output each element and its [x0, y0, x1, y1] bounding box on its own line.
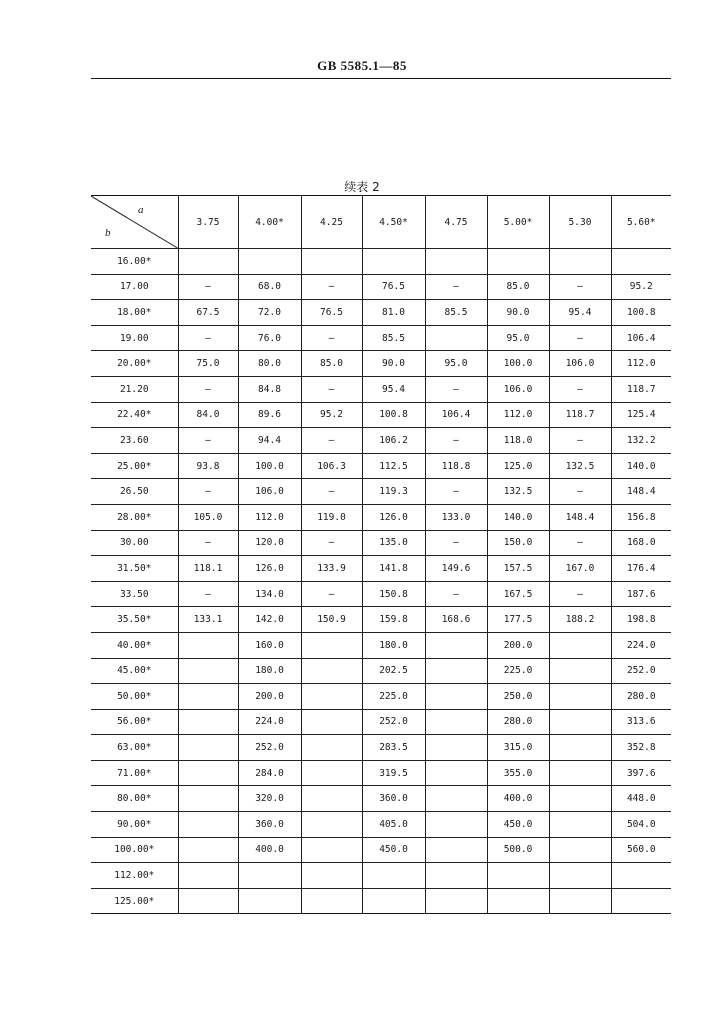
table-cell	[301, 658, 362, 684]
table-cell: 85.0	[301, 351, 362, 377]
table-cell: 119.3	[362, 479, 425, 505]
table-cell: 106.4	[425, 402, 487, 428]
column-header: 4.00*	[238, 196, 301, 249]
table-cell: 500.0	[487, 837, 549, 863]
table-cell: 112.5	[362, 453, 425, 479]
table-cell: —	[178, 274, 238, 300]
table-cell	[425, 658, 487, 684]
table-cell: 150.0	[487, 530, 549, 556]
table-cell: 100.8	[611, 300, 671, 326]
table-cell: 157.5	[487, 556, 549, 582]
table-cell: 504.0	[611, 812, 671, 838]
table-cell	[178, 632, 238, 658]
table-cell	[178, 760, 238, 786]
table-cell: 133.1	[178, 607, 238, 633]
table-cell	[301, 812, 362, 838]
row-label: 16.00*	[91, 249, 178, 275]
table-cell: 81.0	[362, 300, 425, 326]
table-cell: 118.1	[178, 556, 238, 582]
table-cell: —	[178, 530, 238, 556]
table-cell	[301, 632, 362, 658]
table-cell	[178, 658, 238, 684]
table-cell: 84.0	[178, 402, 238, 428]
table-cell: 148.4	[611, 479, 671, 505]
table-cell: 89.6	[238, 402, 301, 428]
table-cell: —	[178, 325, 238, 351]
table-cell	[425, 837, 487, 863]
table-cell: 100.0	[487, 351, 549, 377]
table-cell: —	[301, 428, 362, 454]
table-cell: 84.8	[238, 376, 301, 402]
table-cell: 560.0	[611, 837, 671, 863]
column-header: 5.00*	[487, 196, 549, 249]
table-cell	[549, 863, 611, 889]
table-cell: 95.4	[549, 300, 611, 326]
table-cell: 200.0	[238, 684, 301, 710]
table-cell: 313.6	[611, 709, 671, 735]
table-cell: 100.8	[362, 402, 425, 428]
table-cell: 95.0	[425, 351, 487, 377]
table-cell	[238, 863, 301, 889]
table-cell: 187.6	[611, 581, 671, 607]
table-cell	[487, 888, 549, 914]
table-cell	[425, 760, 487, 786]
table-cell	[611, 863, 671, 889]
row-label: 17.00	[91, 274, 178, 300]
row-label: 80.00*	[91, 786, 178, 812]
table-cell: 142.0	[238, 607, 301, 633]
table-cell: 252.0	[362, 709, 425, 735]
table-cell: 132.2	[611, 428, 671, 454]
table-cell: 100.0	[238, 453, 301, 479]
table-cell	[425, 735, 487, 761]
table-cell: 106.0	[487, 376, 549, 402]
table-cell: 93.8	[178, 453, 238, 479]
table-cell: —	[549, 479, 611, 505]
table-row	[91, 249, 671, 275]
table-cell	[549, 709, 611, 735]
table-cell: 180.0	[238, 658, 301, 684]
table-cell: 90.0	[487, 300, 549, 326]
header-row	[91, 196, 671, 249]
table-cell	[425, 863, 487, 889]
table-row	[91, 581, 671, 607]
table-cell: —	[178, 581, 238, 607]
table-cell: 76.5	[301, 300, 362, 326]
table-cell	[178, 863, 238, 889]
table-cell: 72.0	[238, 300, 301, 326]
row-label: 18.00*	[91, 300, 178, 326]
table-cell: 450.0	[362, 837, 425, 863]
table-cell: 224.0	[611, 632, 671, 658]
table-cell	[611, 249, 671, 275]
table-cell: 112.0	[238, 504, 301, 530]
table-cell: —	[301, 274, 362, 300]
row-label: 23.60	[91, 428, 178, 454]
table-cell	[301, 735, 362, 761]
table-cell	[301, 709, 362, 735]
table-cell	[301, 786, 362, 812]
table-cell	[301, 888, 362, 914]
table-cell	[238, 888, 301, 914]
table-cell: —	[425, 530, 487, 556]
table-row	[91, 786, 671, 812]
table-cell: 180.0	[362, 632, 425, 658]
row-label: 71.00*	[91, 760, 178, 786]
table-row	[91, 863, 671, 889]
table-cell: —	[549, 581, 611, 607]
table-cell: 118.8	[425, 453, 487, 479]
table-cell	[425, 249, 487, 275]
table-cell: 252.0	[238, 735, 301, 761]
table-cell: 118.7	[611, 376, 671, 402]
table-cell: 106.3	[301, 453, 362, 479]
table-cell: 85.5	[425, 300, 487, 326]
table-cell: 156.8	[611, 504, 671, 530]
table-cell	[549, 632, 611, 658]
table-cell	[425, 786, 487, 812]
table-cell: 135.0	[362, 530, 425, 556]
table-cell: 319.5	[362, 760, 425, 786]
table-cell	[425, 325, 487, 351]
table-cell	[549, 760, 611, 786]
table-cell: 85.5	[362, 325, 425, 351]
row-label: 22.40*	[91, 402, 178, 428]
table-cell	[301, 684, 362, 710]
table-cell: 150.8	[362, 581, 425, 607]
table-cell	[301, 837, 362, 863]
table-row	[91, 351, 671, 377]
table-cell	[549, 684, 611, 710]
table-cell: —	[549, 325, 611, 351]
table-cell	[549, 812, 611, 838]
table-cell: 198.8	[611, 607, 671, 633]
table-cell: 105.0	[178, 504, 238, 530]
column-header: 4.75	[425, 196, 487, 249]
row-label: 31.50*	[91, 556, 178, 582]
table-cell: 148.4	[549, 504, 611, 530]
table-cell: 176.4	[611, 556, 671, 582]
column-header: 5.60*	[611, 196, 671, 249]
row-label: 28.00*	[91, 504, 178, 530]
table-cell: —	[425, 581, 487, 607]
table-cell: —	[301, 376, 362, 402]
table-cell: 225.0	[362, 684, 425, 710]
table-cell: 168.0	[611, 530, 671, 556]
table-cell: 112.0	[611, 351, 671, 377]
table-cell: 397.6	[611, 760, 671, 786]
table-row	[91, 325, 671, 351]
row-label: 45.00*	[91, 658, 178, 684]
table-cell	[425, 709, 487, 735]
table-cell: 355.0	[487, 760, 549, 786]
table-cell: —	[301, 581, 362, 607]
table-cell: 160.0	[238, 632, 301, 658]
table-cell: 140.0	[611, 453, 671, 479]
table-row	[91, 300, 671, 326]
table-cell: —	[549, 530, 611, 556]
table-row	[91, 556, 671, 582]
table-cell	[362, 888, 425, 914]
row-label: 35.50*	[91, 607, 178, 633]
table-cell: —	[178, 428, 238, 454]
table-cell: 167.5	[487, 581, 549, 607]
table-cell: —	[301, 479, 362, 505]
table-row	[91, 888, 671, 914]
diagonal-line	[91, 196, 178, 248]
table-cell: 200.0	[487, 632, 549, 658]
table-cell: —	[301, 530, 362, 556]
table-cell: 75.0	[178, 351, 238, 377]
table-cell	[549, 249, 611, 275]
table-row	[91, 658, 671, 684]
row-label: 30.00	[91, 530, 178, 556]
table-cell	[549, 658, 611, 684]
table-cell: 119.0	[301, 504, 362, 530]
table-cell: 177.5	[487, 607, 549, 633]
table-cell	[362, 249, 425, 275]
row-label: 19.00	[91, 325, 178, 351]
table-cell	[611, 888, 671, 914]
table-cell: 405.0	[362, 812, 425, 838]
table-cell	[178, 684, 238, 710]
table-cell: 400.0	[238, 837, 301, 863]
table-row	[91, 376, 671, 402]
header-rule	[91, 78, 671, 79]
table-cell	[178, 786, 238, 812]
table-cell	[178, 812, 238, 838]
table-cell	[549, 837, 611, 863]
table-row	[91, 709, 671, 735]
table-cell: 149.6	[425, 556, 487, 582]
table-cell: 126.0	[238, 556, 301, 582]
table-body	[91, 249, 671, 914]
table-cell: 120.0	[238, 530, 301, 556]
table-cell	[549, 735, 611, 761]
table-cell: 76.0	[238, 325, 301, 351]
column-header: 4.50*	[362, 196, 425, 249]
table-cell: 67.5	[178, 300, 238, 326]
row-label: 26.50	[91, 479, 178, 505]
table-cell: 252.0	[611, 658, 671, 684]
table-cell: 133.9	[301, 556, 362, 582]
table-cell	[549, 888, 611, 914]
table-cell	[178, 709, 238, 735]
table-cell: 360.0	[362, 786, 425, 812]
row-label: 100.00*	[91, 837, 178, 863]
table-cell	[301, 249, 362, 275]
row-label: 63.00*	[91, 735, 178, 761]
table-cell: 284.0	[238, 760, 301, 786]
table-cell: 125.0	[487, 453, 549, 479]
table-cell: 202.5	[362, 658, 425, 684]
table-cell	[487, 249, 549, 275]
table-cell	[178, 735, 238, 761]
table-cell	[178, 249, 238, 275]
table-cell	[178, 837, 238, 863]
table-cell: 320.0	[238, 786, 301, 812]
table-cell	[362, 863, 425, 889]
table-cell: 224.0	[238, 709, 301, 735]
table-cell: 90.0	[362, 351, 425, 377]
table-row	[91, 428, 671, 454]
table-cell: 68.0	[238, 274, 301, 300]
column-header: 3.75	[178, 196, 238, 249]
table-cell: —	[178, 479, 238, 505]
table-cell: 106.0	[549, 351, 611, 377]
table-row	[91, 453, 671, 479]
row-label: 50.00*	[91, 684, 178, 710]
table-cell: 448.0	[611, 786, 671, 812]
table-cell: 225.0	[487, 658, 549, 684]
table-cell: 400.0	[487, 786, 549, 812]
table-cell: 76.5	[362, 274, 425, 300]
table-cell: 118.7	[549, 402, 611, 428]
table-cell: —	[178, 376, 238, 402]
data-table	[91, 195, 671, 914]
table-row	[91, 402, 671, 428]
table-row	[91, 632, 671, 658]
table-cell: 188.2	[549, 607, 611, 633]
table-cell: 360.0	[238, 812, 301, 838]
table-row	[91, 684, 671, 710]
table-cell: 95.2	[611, 274, 671, 300]
table-cell	[238, 249, 301, 275]
table-cell: 132.5	[487, 479, 549, 505]
page-header-title: GB 5585.1—85	[317, 58, 407, 73]
table-cell: —	[425, 428, 487, 454]
row-label: 20.00*	[91, 351, 178, 377]
row-label: 40.00*	[91, 632, 178, 658]
table-cell: —	[301, 325, 362, 351]
table-cell: 280.0	[611, 684, 671, 710]
table-cell	[178, 888, 238, 914]
table-cell	[549, 786, 611, 812]
table-cell: 106.2	[362, 428, 425, 454]
table-cell	[487, 863, 549, 889]
table-cell	[425, 632, 487, 658]
table-cell: 250.0	[487, 684, 549, 710]
table-cell: 159.8	[362, 607, 425, 633]
table-row	[91, 812, 671, 838]
table-cell: 352.8	[611, 735, 671, 761]
table-cell	[425, 888, 487, 914]
table-cell: 133.0	[425, 504, 487, 530]
row-label: 21.20	[91, 376, 178, 402]
row-label: 112.00*	[91, 863, 178, 889]
table-row	[91, 837, 671, 863]
table-cell: 141.8	[362, 556, 425, 582]
corner-cell	[91, 196, 178, 249]
table-cell: 168.6	[425, 607, 487, 633]
table-row	[91, 735, 671, 761]
table-cell: 140.0	[487, 504, 549, 530]
table-row	[91, 504, 671, 530]
table-cell	[425, 812, 487, 838]
column-header: 4.25	[301, 196, 362, 249]
table-cell: 106.4	[611, 325, 671, 351]
table-cell: 150.9	[301, 607, 362, 633]
table-row	[91, 274, 671, 300]
table-cell	[301, 863, 362, 889]
table-cell: 112.0	[487, 402, 549, 428]
table-cell: —	[425, 376, 487, 402]
table-cell	[301, 760, 362, 786]
table-row	[91, 479, 671, 505]
table-cell: 167.0	[549, 556, 611, 582]
table-row	[91, 760, 671, 786]
table-row	[91, 607, 671, 633]
table-cell: 94.4	[238, 428, 301, 454]
row-label: 33.50	[91, 581, 178, 607]
table-cell: 126.0	[362, 504, 425, 530]
table-cell: 283.5	[362, 735, 425, 761]
column-axis-label: a	[138, 204, 144, 216]
table-cell: 125.4	[611, 402, 671, 428]
table-caption: 续表 2	[344, 180, 380, 194]
table-cell: 315.0	[487, 735, 549, 761]
row-label: 25.00*	[91, 453, 178, 479]
table-cell: 280.0	[487, 709, 549, 735]
table-cell: 106.0	[238, 479, 301, 505]
row-label: 125.00*	[91, 888, 178, 914]
column-header: 5.30	[549, 196, 611, 249]
table-cell: —	[549, 274, 611, 300]
table-cell: 80.0	[238, 351, 301, 377]
table-cell: —	[425, 274, 487, 300]
table-cell: 95.2	[301, 402, 362, 428]
table-cell	[425, 684, 487, 710]
table-cell: —	[425, 479, 487, 505]
table-cell: 95.0	[487, 325, 549, 351]
table-cell: 450.0	[487, 812, 549, 838]
table-cell: 118.0	[487, 428, 549, 454]
row-label: 90.00*	[91, 812, 178, 838]
table-cell: 132.5	[549, 453, 611, 479]
table-cell: 95.4	[362, 376, 425, 402]
table-cell: 85.0	[487, 274, 549, 300]
table-cell: —	[549, 428, 611, 454]
table-cell: 134.0	[238, 581, 301, 607]
row-label: 56.00*	[91, 709, 178, 735]
table-row	[91, 530, 671, 556]
row-axis-label: b	[105, 227, 111, 239]
table-cell: —	[549, 376, 611, 402]
